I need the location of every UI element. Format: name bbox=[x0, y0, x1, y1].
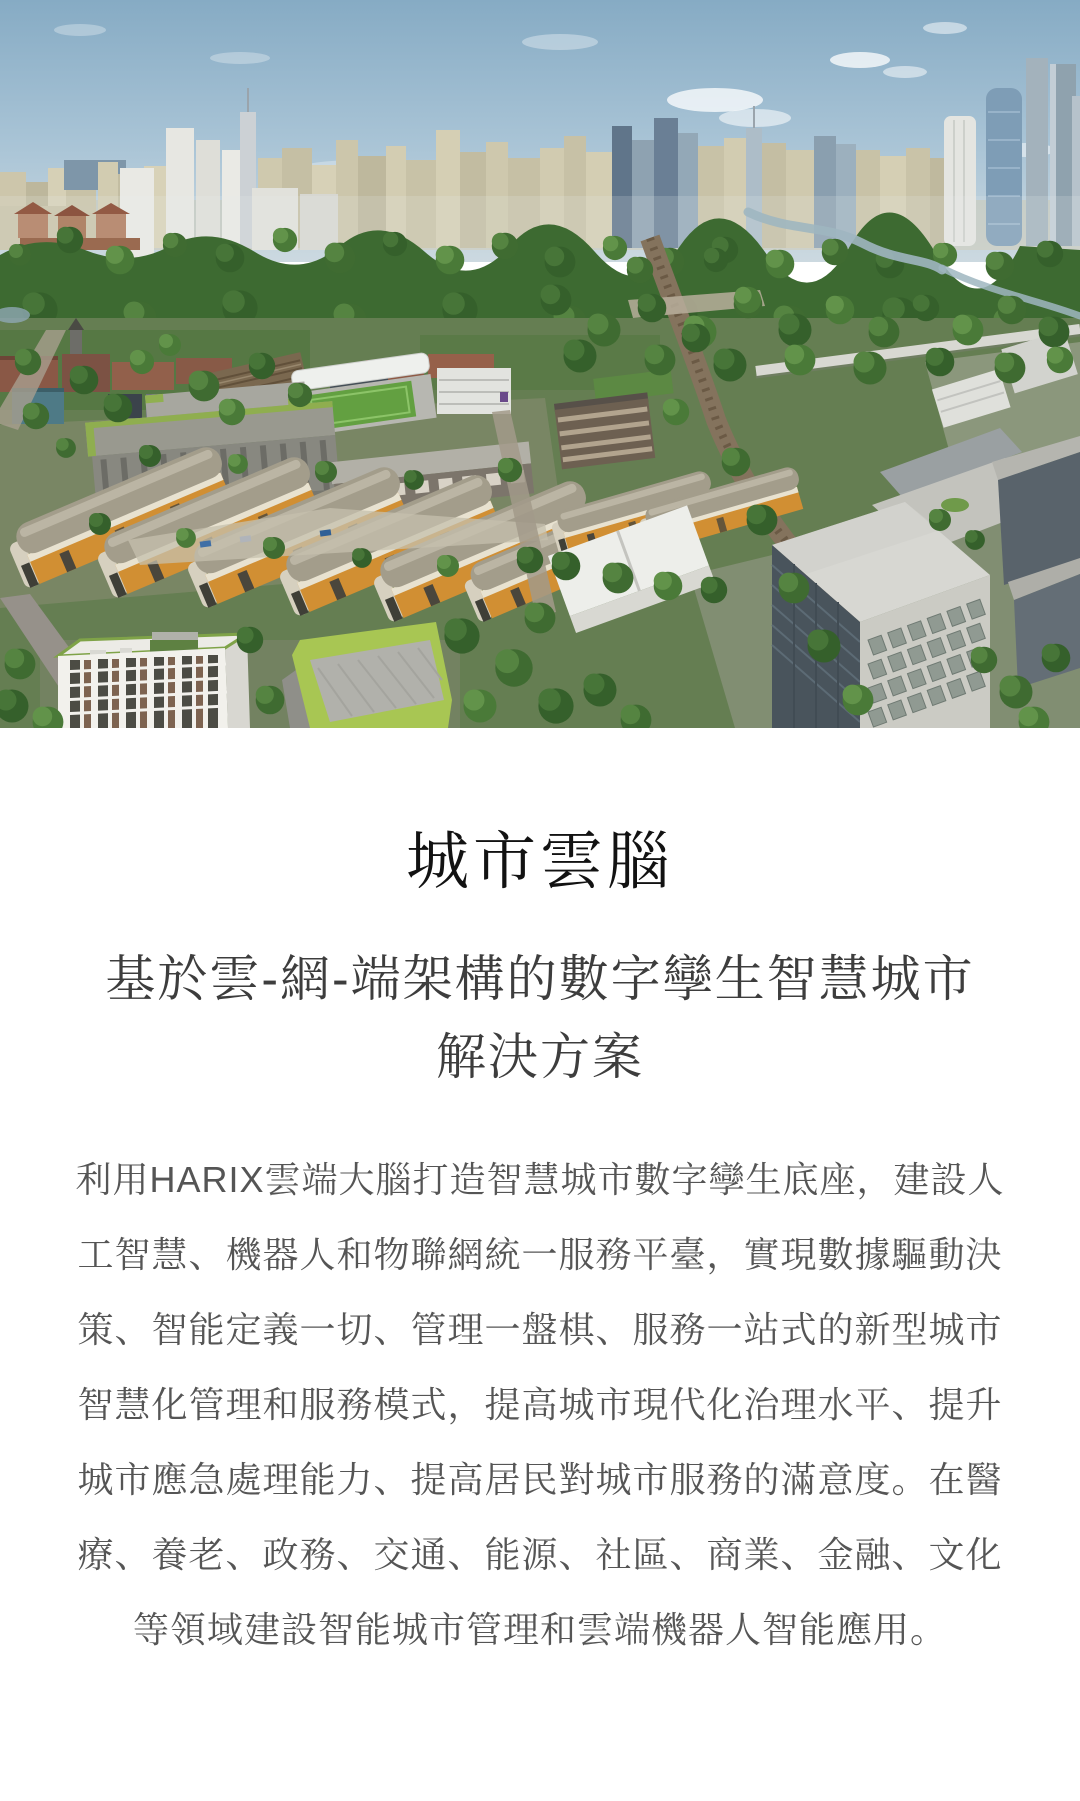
residential-building bbox=[58, 632, 250, 728]
hero-image bbox=[0, 0, 1080, 728]
page-title: 城市雲腦 bbox=[406, 827, 674, 897]
page-subtitle: 基於雲-網-端架構的數字孿生智慧城市解決方案 bbox=[105, 950, 975, 1085]
city-cloud-brain-section bbox=[0, 823, 1080, 1667]
section-body-text: 利用HARIX雲端大腦打造智慧城市數字孿生底座，建設人工智慧、機器人和物聯網統一服務平臺，實現數據驅動決策、智能定義一切、管理一盤棋、服務一站式的新型城市智慧化管理和服務模式，提高城市現代化治理水平、提升城市應急處理能力、提高居民對城市服務的滿意度。在醫療、養老、政務、交通、能源、社區、商業、金融、文化等領域建設智能城市管理和雲端機器人智能應用。 bbox=[75, 1158, 1005, 1650]
